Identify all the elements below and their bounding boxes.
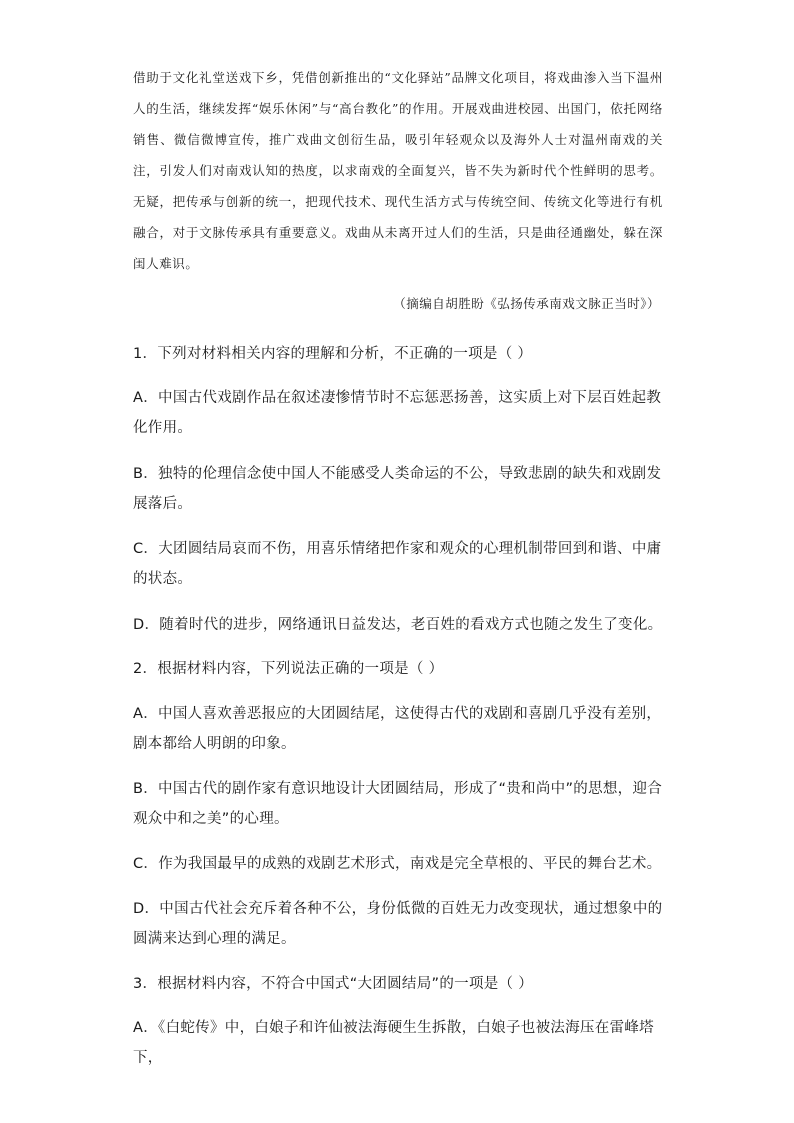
reading-passage [133,62,663,279]
question-2 [133,654,663,684]
question-2-option-b [133,774,663,834]
option-text: D．中国古代社会充斥着各种不公，身份低微的百姓无力改变现状，通过想象中的圆满来达到心理的满足。 [133,901,663,947]
option-text: A．《白蛇传》中，白娘子和许仙被法海硬生生拆散，白娘子也被法海压在雷峰塔下， [133,1020,654,1066]
passage-paragraph: 借助于文化礼堂送戏下乡，凭借创新推出的“文化驿站”品牌文化项目，将戏曲渗入当下温州人的生活，继续发挥“娱乐休闲”与“高台教化”的作用。开展戏曲进校园、出国门，依托网络销售、微信微博宣传，推广戏曲文创衍生品，吸引年轻观众以及海外人士对温州南戏的关注，引发人们对南戏认知的热度，以求南戏的全面复兴，皆不失为新时代个性鲜明的思考。无疑，把传承与创新的统一，把现代技术、现代生活方式与传统空间、传统文化等进行有机融合，对于文脉传承具有重要意义。戏曲从未离开过人们的生活，只是曲径通幽处，躲在深闺人难识。 [133,70,663,271]
option-text: D．随着时代的进步，网络通讯日益发达，老百姓的看戏方式也随之发生了变化。 [133,617,663,633]
question-2-option-a [133,699,663,759]
question-stem: 1．下列对材料相关内容的理解和分析，不正确的一项是（ ） [133,346,533,362]
question-1-option-b [133,459,663,519]
option-text: A．中国人喜欢善恶报应的大团圆结尾，这使得古代的戏剧和喜剧几乎没有差别，剧本都给人明朗的印象。 [133,706,662,752]
option-text: C．作为我国最早的成熟的戏剧艺术形式，南戏是完全草根的、平民的舞台艺术。 [133,856,662,872]
option-text: B．中国古代的剧作家有意识地设计大团圆结局，形成了“贵和尚中”的思想，迎合观众中和之美”的心理。 [133,781,663,827]
question-1 [133,339,663,369]
question-stem: 3．根据材料内容，不符合中国式“大团圆结局”的一项是（ ） [133,976,534,992]
question-1-option-d [133,610,663,640]
question-stem: 2．根据材料内容，下列说法正确的一项是（ ） [133,661,444,677]
question-3-option-a [133,1013,663,1073]
passage-source: （摘编自胡胜盼《弘扬传承南戏文脉正当时》） [393,296,660,311]
option-text: C．大团圆结局哀而不伤，用喜乐情绪把作家和观众的心理机制带回到和谐、中庸的状态。 [133,541,662,587]
option-text: A．中国古代戏剧作品在叙述凄惨情节时不忘惩恶扬善，这实质上对下层百姓起教化作用。 [133,390,662,436]
question-1-option-c [133,534,663,594]
question-1-option-a [133,383,663,443]
question-2-option-d [133,894,663,954]
option-text: B．独特的伦理信念使中国人不能感受人类命运的不公，导致悲剧的缺失和戏剧发展落后。 [133,466,662,512]
question-2-option-c [133,849,663,879]
question-3 [133,969,663,999]
